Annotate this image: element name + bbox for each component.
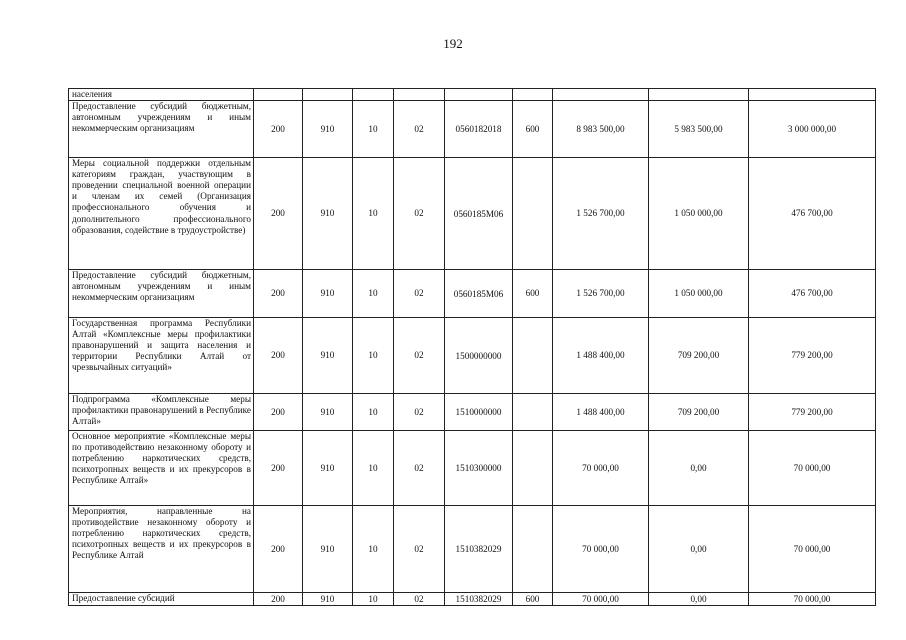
- department-code-cell: 910: [303, 270, 353, 318]
- department-code-cell: 910: [303, 506, 353, 593]
- item-name-cell: Предоставление субсидий бюджетным, автономным учреждениям и иным некоммерческим организациям: [69, 101, 254, 158]
- item-name-cell: Меры социальной поддержки отдельным категориям граждан, участвующим в проведении специальной военной операции и членам их семей (Организация профессионального обучения и дополнительного профессионального образования, содействие в трудоустройстве): [69, 158, 254, 270]
- page-number: 192: [443, 36, 463, 51]
- amount-third-cell: 779 200,00: [749, 318, 876, 394]
- amount-third-cell: 70 000,00: [749, 431, 876, 506]
- amount-second-cell: 1 050 000,00: [649, 158, 749, 270]
- expense-type-cell: [513, 89, 553, 101]
- amount-total-cell: 70 000,00: [553, 593, 649, 606]
- item-name-cell: Предоставление субсидий: [69, 593, 254, 606]
- item-name-cell: населения: [69, 89, 254, 101]
- amount-third-cell: 3 000 000,00: [749, 101, 876, 158]
- target-article-cell: 1510000000: [445, 394, 513, 431]
- table-row: [69, 270, 876, 318]
- amount-third-cell: 779 200,00: [749, 394, 876, 431]
- department-code-cell: 910: [303, 318, 353, 394]
- amount-total-cell: 1 488 400,00: [553, 318, 649, 394]
- expense-type-cell: 600: [513, 593, 553, 606]
- expense-type-cell: 600: [513, 101, 553, 158]
- section-code-cell: 10: [353, 158, 394, 270]
- item-name-cell: Предоставление субсидий бюджетным, автономным учреждениям и иным некоммерческим организациям: [69, 270, 254, 318]
- amount-second-cell: 0,00: [649, 593, 749, 606]
- amount-third-cell: 70 000,00: [749, 506, 876, 593]
- target-article-cell: 0560182018: [445, 101, 513, 158]
- admin-code-cell: 200: [254, 270, 303, 318]
- amount-second-cell: 0,00: [649, 506, 749, 593]
- expense-type-cell: [513, 506, 553, 593]
- subsection-code-cell: 02: [394, 431, 445, 506]
- admin-code-cell: 200: [254, 394, 303, 431]
- section-code-cell: 10: [353, 593, 394, 606]
- target-article-cell: 0560185М06: [445, 158, 513, 270]
- expense-type-cell: 600: [513, 270, 553, 318]
- amount-second-cell: 5 983 500,00: [649, 101, 749, 158]
- admin-code-cell: 200: [254, 101, 303, 158]
- amount-total-cell: 70 000,00: [553, 431, 649, 506]
- subsection-code-cell: 02: [394, 101, 445, 158]
- section-code-cell: 10: [353, 394, 394, 431]
- target-article-cell: 1500000000: [445, 318, 513, 394]
- section-code-cell: 10: [353, 431, 394, 506]
- subsection-code-cell: 02: [394, 394, 445, 431]
- target-article-cell: 1510300000: [445, 431, 513, 506]
- amount-second-cell: 709 200,00: [649, 318, 749, 394]
- section-code-cell: 10: [353, 101, 394, 158]
- section-code-cell: 10: [353, 506, 394, 593]
- section-code-cell: 10: [353, 270, 394, 318]
- table-row: [69, 158, 876, 270]
- subsection-code-cell: 02: [394, 158, 445, 270]
- table-row: [69, 593, 876, 606]
- admin-code-cell: 200: [254, 593, 303, 606]
- subsection-code-cell: [394, 89, 445, 101]
- item-name-cell: Государственная программа Республики Алтай «Комплексные меры профилактики правонарушений и защита населения и территории Республики Алтай от чрезвычайных ситуаций»: [69, 318, 254, 394]
- amount-second-cell: 1 050 000,00: [649, 270, 749, 318]
- admin-code-cell: 200: [254, 431, 303, 506]
- department-code-cell: 910: [303, 101, 353, 158]
- table-row: [69, 431, 876, 506]
- expense-type-cell: [513, 158, 553, 270]
- section-code-cell: [353, 89, 394, 101]
- table-row: [69, 89, 876, 101]
- department-code-cell: 910: [303, 158, 353, 270]
- target-article-cell: 1510382029: [445, 506, 513, 593]
- amount-third-cell: [749, 89, 876, 101]
- amount-third-cell: 476 700,00: [749, 158, 876, 270]
- table-row: [69, 394, 876, 431]
- amount-total-cell: [553, 89, 649, 101]
- admin-code-cell: 200: [254, 506, 303, 593]
- admin-code-cell: [254, 89, 303, 101]
- target-article-cell: [445, 89, 513, 101]
- table-body: [69, 89, 876, 606]
- amount-total-cell: 1 526 700,00: [553, 158, 649, 270]
- amount-total-cell: 1 526 700,00: [553, 270, 649, 318]
- target-article-cell: 1510382029: [445, 593, 513, 606]
- target-article-cell: 0560185М06: [445, 270, 513, 318]
- table-row: [69, 101, 876, 158]
- amount-total-cell: 70 000,00: [553, 506, 649, 593]
- amount-second-cell: 709 200,00: [649, 394, 749, 431]
- expense-type-cell: [513, 394, 553, 431]
- subsection-code-cell: 02: [394, 270, 445, 318]
- amount-total-cell: 8 983 500,00: [553, 101, 649, 158]
- item-name-cell: Основное мероприятие «Комплексные меры по противодействию незаконному обороту и потреблению наркотических средств, психотропных веществ и их прекурсоров в Республике Алтай»: [69, 431, 254, 506]
- department-code-cell: 910: [303, 394, 353, 431]
- amount-second-cell: 0,00: [649, 431, 749, 506]
- amount-total-cell: 1 488 400,00: [553, 394, 649, 431]
- budget-table: [68, 88, 876, 606]
- expense-type-cell: [513, 318, 553, 394]
- item-name-cell: Мероприятия, направленные на противодействие незаконному обороту и потреблению наркотических средств, психотропных веществ и их прекурсоров в Республике Алтай: [69, 506, 254, 593]
- subsection-code-cell: 02: [394, 506, 445, 593]
- expense-type-cell: [513, 431, 553, 506]
- subsection-code-cell: 02: [394, 318, 445, 394]
- department-code-cell: 910: [303, 593, 353, 606]
- department-code-cell: 910: [303, 431, 353, 506]
- amount-third-cell: 476 700,00: [749, 270, 876, 318]
- subsection-code-cell: 02: [394, 593, 445, 606]
- table-row: [69, 506, 876, 593]
- table-row: [69, 318, 876, 394]
- admin-code-cell: 200: [254, 158, 303, 270]
- admin-code-cell: 200: [254, 318, 303, 394]
- item-name-cell: Подпрограмма «Комплексные меры профилактики правонарушений в Республике Алтай»: [69, 394, 254, 431]
- amount-second-cell: [649, 89, 749, 101]
- amount-third-cell: 70 000,00: [749, 593, 876, 606]
- section-code-cell: 10: [353, 318, 394, 394]
- department-code-cell: [303, 89, 353, 101]
